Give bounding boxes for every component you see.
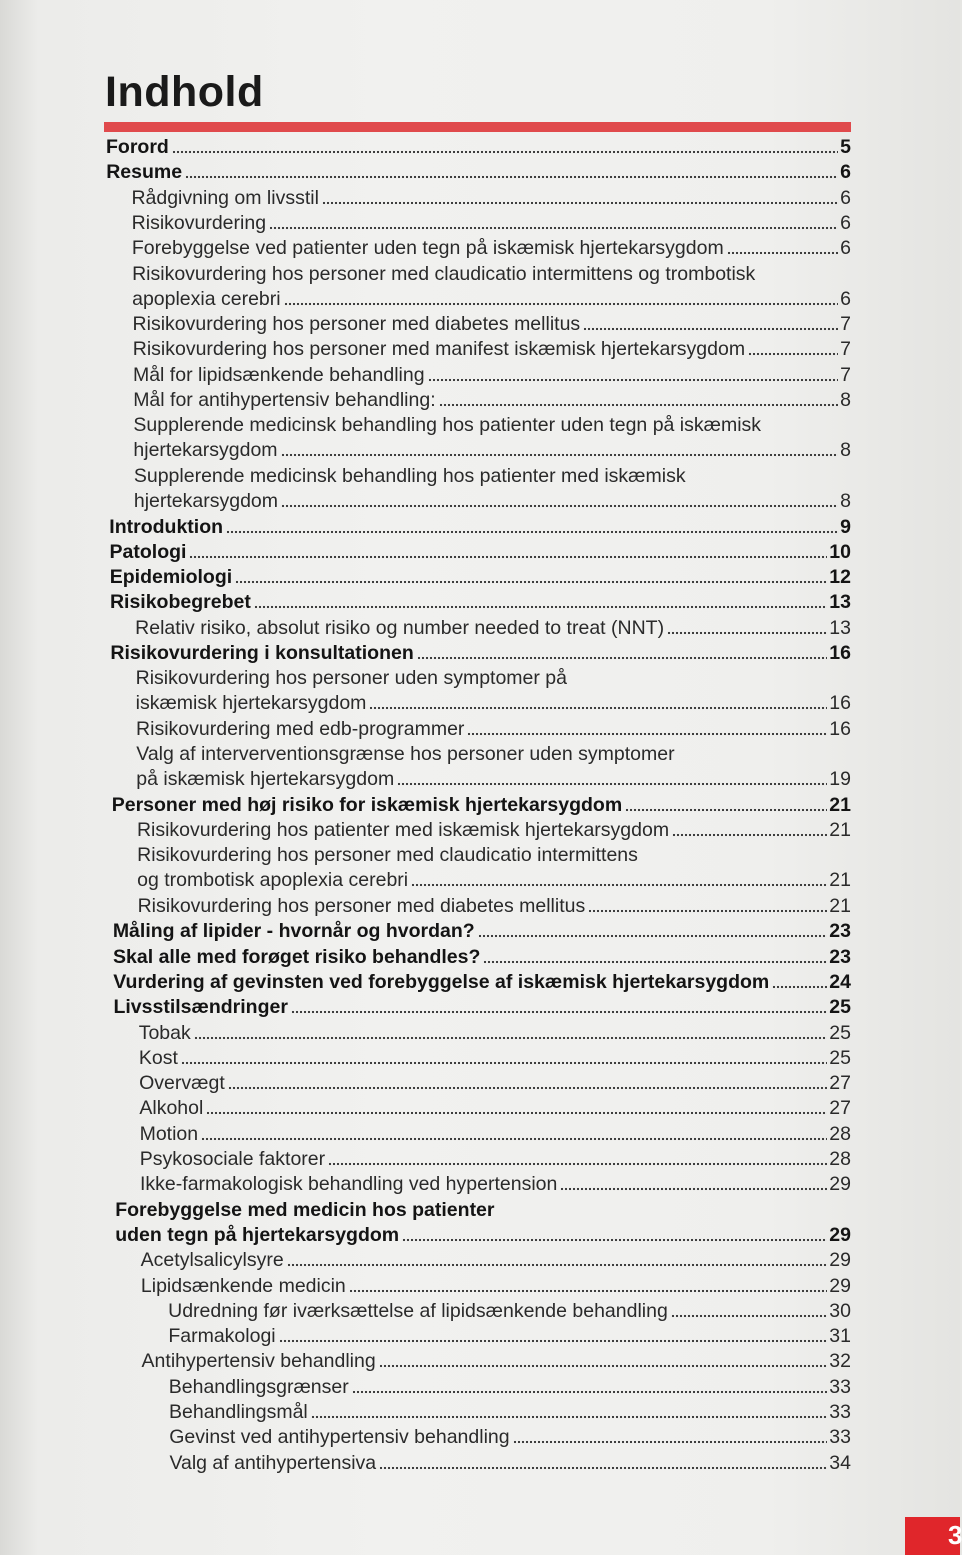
toc-entry-row <box>133 312 851 337</box>
dot-leader <box>379 1364 828 1368</box>
toc-entry-title: Overvægt <box>139 1072 225 1095</box>
toc-entry <box>133 388 851 413</box>
dot-leader <box>411 883 827 887</box>
dot-leader <box>281 453 839 457</box>
dot-leader <box>402 1238 827 1242</box>
dot-leader <box>483 960 827 964</box>
toc-entry <box>169 1400 851 1425</box>
toc-entry-page: 21 <box>829 869 851 892</box>
toc-entry <box>110 565 851 590</box>
toc-entry-page: 23 <box>829 920 851 943</box>
toc-entry <box>132 262 851 312</box>
toc-entry-page: 27 <box>829 1072 851 1095</box>
toc-entry-page: 6 <box>840 186 851 209</box>
toc-entry-row <box>169 1425 851 1450</box>
toc-entry <box>139 1071 851 1096</box>
toc-entry-row <box>139 1021 851 1046</box>
dot-leader <box>772 985 827 989</box>
toc-entry-page: 6 <box>840 237 851 260</box>
toc-entry-row <box>131 186 851 211</box>
toc-entry <box>136 742 851 792</box>
toc-entry-row <box>169 1400 851 1425</box>
toc-entry-row <box>113 919 851 944</box>
toc-entry-row <box>133 337 851 362</box>
toc-entry-page: 21 <box>829 895 851 917</box>
dot-leader <box>281 504 838 508</box>
toc-entry <box>139 1096 851 1121</box>
toc-entry-title: Risikovurdering <box>131 211 267 234</box>
toc-entry-row <box>110 540 851 565</box>
toc-entry <box>113 919 851 944</box>
dot-leader <box>727 251 838 255</box>
toc-entry <box>113 995 851 1020</box>
dot-leader <box>513 1440 828 1444</box>
toc-entry-row <box>113 970 851 995</box>
toc-entry-title: Risikovurdering hos personer med manifest iskæmisk hjertekarsygdom <box>132 338 746 361</box>
toc-entry-row <box>139 1046 851 1071</box>
dot-leader <box>379 1466 827 1470</box>
toc-entry-title: Risikovurdering med edb-programmer <box>136 717 465 740</box>
toc-entry-title: apoplexia cerebri <box>132 287 281 310</box>
toc-entry-title: og trombotisk apoplexia cerebri <box>137 869 409 892</box>
toc-entry-row <box>138 894 851 919</box>
dot-leader <box>311 1415 828 1419</box>
toc-entry-row <box>136 767 851 792</box>
dot-leader <box>349 1289 828 1293</box>
dot-leader <box>279 1339 828 1343</box>
toc-entry-row <box>140 1122 851 1147</box>
toc-entry-page: 16 <box>829 642 851 664</box>
toc-entry-text-line1: Forebyggelse med medicin hos patienter <box>115 1198 495 1221</box>
toc-entry-row <box>110 590 851 615</box>
toc-entry <box>138 894 851 919</box>
dot-leader <box>560 1187 827 1191</box>
toc-entry <box>131 186 851 211</box>
dot-leader <box>254 605 827 609</box>
dot-leader <box>417 656 828 660</box>
dot-leader <box>671 1314 827 1318</box>
toc-entry-title: Lipidsænkende medicin <box>140 1274 346 1297</box>
toc-entry-title: Kost <box>138 1046 178 1069</box>
toc-entry <box>133 337 851 362</box>
toc-entry-text-line1: Risikovurdering hos personer med claudicatio intermittens <box>137 844 638 867</box>
toc-entry-row <box>106 160 851 185</box>
toc-entry-title: Psykosociale faktorer <box>139 1148 326 1170</box>
dot-leader <box>284 302 839 306</box>
toc-entry-row <box>169 1375 851 1400</box>
toc-entry <box>139 1021 851 1046</box>
toc-entry-title: Mål for lipidsænkende behandling <box>132 363 425 386</box>
dot-leader <box>269 226 838 230</box>
toc-entry <box>132 211 851 236</box>
toc-entry <box>169 1375 851 1400</box>
toc-entry-page: 25 <box>829 1021 851 1044</box>
toc-entry-page: 16 <box>829 717 851 740</box>
toc-entry-title: hjertekarsygdom <box>133 489 279 512</box>
dot-leader <box>228 1086 828 1090</box>
toc-entry-row <box>136 691 851 716</box>
toc-entry-row <box>133 438 851 463</box>
toc-entry <box>133 413 851 463</box>
toc-entry <box>109 515 851 540</box>
toc-entry <box>137 818 851 843</box>
toc-entry-row <box>142 1349 851 1374</box>
dot-leader <box>189 555 827 559</box>
toc-entry-row <box>132 287 851 312</box>
toc-entry-row <box>134 489 851 514</box>
toc-entry-page: 29 <box>829 1274 851 1297</box>
toc-entry-page: 8 <box>840 389 851 411</box>
toc-entry-page: 25 <box>829 996 851 1019</box>
toc-entry <box>133 312 851 337</box>
toc-entry <box>140 1122 851 1147</box>
page-number: 3 <box>948 1520 962 1550</box>
toc-entry <box>106 135 851 160</box>
toc-entry-page: 6 <box>840 287 851 310</box>
toc-entry-page: 34 <box>829 1451 851 1474</box>
toc-entry-row <box>113 945 851 970</box>
toc-entry <box>106 160 851 185</box>
toc-entry-title: Epidemiologi <box>109 566 233 589</box>
toc-entry-page: 33 <box>829 1426 851 1449</box>
toc-entry-title: Relativ risiko, absolut risiko og number needed to treat (NNT) <box>135 616 665 639</box>
toc-entry-row <box>132 211 851 236</box>
toc-entry-page: 21 <box>829 819 851 842</box>
dot-leader <box>588 909 827 913</box>
toc-entry-page: 24 <box>829 970 851 993</box>
toc-entry-row <box>112 793 851 818</box>
toc-entry-page: 27 <box>829 1097 851 1120</box>
toc-entry <box>110 641 851 666</box>
toc-entry-row <box>139 1071 851 1096</box>
dot-leader <box>291 1010 827 1014</box>
toc-entry-title: Tobak <box>138 1021 191 1044</box>
toc-entry <box>141 1274 851 1299</box>
toc-entry <box>134 464 851 514</box>
toc-entry <box>137 843 851 893</box>
toc-entry <box>169 1451 851 1476</box>
dot-leader <box>206 1111 827 1115</box>
dot-leader <box>467 732 827 736</box>
toc-entry-page: 7 <box>840 313 851 336</box>
toc-entry <box>142 1349 851 1374</box>
toc-entry-page: 16 <box>829 692 851 715</box>
toc-entry <box>141 1248 851 1273</box>
toc-entry-title: Antihypertensiv behandling <box>141 1350 376 1373</box>
toc-entry-title: Motion <box>139 1122 199 1145</box>
toc-entry-row <box>109 515 851 540</box>
dot-leader <box>172 150 838 154</box>
toc-entry-page: 28 <box>829 1148 851 1170</box>
toc-entry-page: 13 <box>829 591 851 614</box>
toc-entry-row <box>135 616 851 641</box>
toc-entry-page: 28 <box>829 1122 851 1145</box>
toc-entry-page: 8 <box>840 439 851 462</box>
dot-leader <box>194 1036 828 1040</box>
dot-leader <box>625 808 827 812</box>
toc-entry-text-line1: Supplerende medicinsk behandling hos patienter med iskæmisk <box>133 464 686 487</box>
toc-entry-page: 29 <box>829 1173 851 1196</box>
toc-entry-title: Ikke-farmakologisk behandling ved hypertension <box>140 1173 558 1196</box>
toc-entry <box>168 1324 851 1349</box>
toc-entry <box>135 616 851 641</box>
toc-entry <box>136 717 851 742</box>
toc-entry-title: Personer med høj risiko for iskæmisk hjertekarsygdom <box>111 793 623 816</box>
toc-entry <box>132 236 851 261</box>
toc-entry-page: 29 <box>829 1223 851 1246</box>
toc-entry-title: Behandlingsgrænser <box>168 1375 349 1398</box>
dot-leader <box>235 580 827 584</box>
dot-leader <box>439 403 839 407</box>
toc-entry-row <box>169 1451 851 1476</box>
toc-entry-row <box>140 1147 851 1172</box>
toc-entry-title: Risikovurdering hos personer med diabetes mellitus <box>132 313 581 336</box>
toc-entry-page: 31 <box>829 1325 851 1348</box>
toc-entry-title: på iskæmisk hjertekarsygdom <box>136 768 395 791</box>
toc-entry-text-line1: Risikovurdering hos personer med claudicatio intermittens og trombotisk <box>132 262 756 285</box>
toc-entry-title: Farmakologi <box>168 1325 276 1348</box>
toc-entry-row <box>137 868 851 893</box>
toc-entry-title: uden tegn på hjertekarsygdom <box>115 1223 400 1246</box>
toc-entry <box>110 590 851 615</box>
toc-entry-page: 10 <box>829 540 851 563</box>
toc-entry-row <box>133 388 851 413</box>
page-title: Indhold <box>105 68 264 116</box>
dot-leader <box>478 934 828 938</box>
toc-entry-title: Mål for antihypertensiv behandling: <box>133 389 436 411</box>
toc-entry <box>136 666 851 716</box>
toc-entry-page: 30 <box>829 1299 851 1322</box>
toc-entry-page: 9 <box>840 515 851 538</box>
toc-entry-text-line1: Risikovurdering hos personer uden symptomer på <box>135 667 567 690</box>
toc-entry-row <box>168 1324 851 1349</box>
toc-entry-title: Acetylsalicylsyre <box>140 1249 284 1272</box>
toc-entry-row <box>133 363 851 388</box>
toc-entry-row <box>106 135 851 160</box>
toc-entry-title: Rådgivning om livsstil <box>131 186 319 209</box>
dot-leader <box>226 530 838 534</box>
toc-entry-row <box>141 1248 851 1273</box>
toc-entry-title: Forord <box>106 136 169 158</box>
toc-entry-title: Risikobegrebet <box>109 591 251 614</box>
toc-entry-page: 32 <box>829 1350 851 1373</box>
toc-entry-row <box>141 1274 851 1299</box>
toc-entry-title: Risikovurdering i konsultationen <box>110 642 414 664</box>
toc-entry-title: Risikovurdering hos patienter med iskæmisk hjertekarsygdom <box>136 819 670 842</box>
toc-entry-row <box>115 1223 851 1248</box>
toc-entry <box>115 1198 851 1248</box>
toc-entry-row <box>110 565 851 590</box>
toc-entry-row <box>140 1172 851 1197</box>
toc-entry-page: 5 <box>840 136 851 158</box>
dot-leader <box>322 201 838 205</box>
toc-entry <box>133 363 851 388</box>
toc-entry <box>113 945 851 970</box>
dot-leader <box>201 1137 827 1141</box>
toc-entry-row <box>139 1096 851 1121</box>
dot-leader <box>583 327 838 331</box>
toc-entry-page: 33 <box>829 1375 851 1398</box>
toc-entry <box>112 793 851 818</box>
dot-leader <box>428 378 839 382</box>
dot-leader <box>748 352 838 356</box>
toc-entry-title: Livsstilsændringer <box>113 996 288 1019</box>
toc-entry-title: Behandlingsmål <box>169 1401 308 1423</box>
toc-entry-page: 29 <box>829 1249 851 1272</box>
toc-entry-row <box>113 995 851 1020</box>
toc-entry-title: Resume <box>106 161 183 184</box>
toc-entry-text-line1: Valg af interverventionsgrænse hos personer uden symptomer <box>136 743 675 766</box>
toc-entry-page: 8 <box>840 489 851 512</box>
toc-entry-page: 21 <box>829 793 851 816</box>
title-underline <box>104 122 851 132</box>
toc-entry-row <box>168 1299 851 1324</box>
toc-entry <box>169 1425 851 1450</box>
dot-leader <box>369 706 827 710</box>
toc-entry <box>110 540 851 565</box>
toc-entry-title: iskæmisk hjertekarsygdom <box>135 692 367 715</box>
toc-entry-row <box>136 717 851 742</box>
toc-entry-title: Patologi <box>109 540 187 563</box>
dot-leader <box>397 782 827 786</box>
toc-entry-title: Alkohol <box>139 1097 204 1120</box>
toc-entry-title: Måling af lipider - hvornår og hvordan? <box>112 920 475 943</box>
dot-leader <box>352 1390 828 1394</box>
toc-entry-page: 7 <box>840 338 851 361</box>
toc-entry-page: 13 <box>829 616 851 639</box>
toc-entry-title: Udredning før iværksættelse af lipidsænkende behandling <box>168 1299 668 1322</box>
toc-entry-page: 33 <box>829 1401 851 1423</box>
dot-leader <box>328 1162 827 1166</box>
dot-leader <box>181 1061 827 1065</box>
toc-entry-title: hjertekarsygdom <box>133 439 278 462</box>
toc-entry-row <box>132 236 851 261</box>
toc-entry-title: Introduktion <box>109 515 224 538</box>
toc-entry-title: Gevinst ved antihypertensiv behandling <box>169 1426 510 1449</box>
toc-entry-page: 23 <box>829 945 851 968</box>
toc-entry-row <box>137 818 851 843</box>
toc-entry <box>139 1046 851 1071</box>
toc-entry-title: Forebyggelse ved patienter uden tegn på iskæmisk hjertekarsygdom <box>131 237 724 260</box>
toc-entry <box>168 1299 851 1324</box>
toc-entry-title: Skal alle med forøget risiko behandles? <box>113 945 481 968</box>
dot-leader <box>185 175 838 179</box>
toc-entry-page: 6 <box>840 161 851 184</box>
toc-entry-page: 6 <box>840 211 851 234</box>
toc-entry <box>140 1172 851 1197</box>
dot-leader <box>672 833 827 837</box>
toc-entry <box>140 1147 851 1172</box>
dot-leader <box>287 1263 828 1267</box>
toc-entry-title: Valg af antihypertensiva <box>169 1451 377 1474</box>
toc-entry-title: Risikovurdering hos personer med diabetes mellitus <box>137 895 586 917</box>
toc-entry-page: 7 <box>840 363 851 386</box>
dot-leader <box>667 631 827 635</box>
toc-entry-text-line1: Supplerende medicinsk behandling hos patienter uden tegn på iskæmisk <box>133 414 762 437</box>
toc-entry <box>113 970 851 995</box>
toc-entry-row <box>110 641 851 666</box>
toc-entry-page: 25 <box>829 1046 851 1069</box>
toc-entry-title: Vurdering af gevinsten ved forebyggelse af iskæmisk hjertekarsygdom <box>113 970 770 993</box>
toc-entry-page: 12 <box>829 566 851 589</box>
toc-entry-page: 19 <box>829 768 851 791</box>
